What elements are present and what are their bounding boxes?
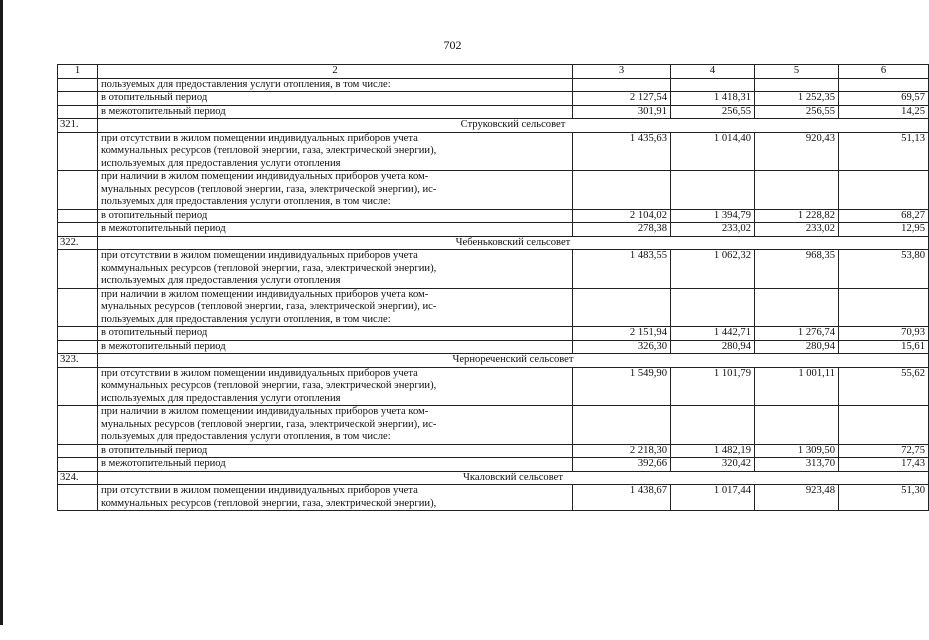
value-col-4 <box>671 288 755 327</box>
row-number <box>58 132 98 171</box>
table-row <box>58 132 929 171</box>
value-col-3 <box>573 171 671 210</box>
row-number <box>58 92 98 106</box>
row-description: при наличии в жилом помещении индивидуальных приборов учета ком- мунальных ресурсов (тепловой энергии, газа, электрической энергии), ис- пользуемых для предоставления услуги отопления, в том числе: <box>98 406 573 445</box>
table-row <box>58 367 929 406</box>
value-col-3: 1 483,55 <box>573 250 671 289</box>
value-col-6 <box>839 288 929 327</box>
row-number: 321. <box>58 119 98 133</box>
value-col-3: 326,30 <box>573 340 671 354</box>
row-description: в отопительный период <box>98 327 573 341</box>
value-col-5: 968,35 <box>755 250 839 289</box>
value-col-5 <box>755 406 839 445</box>
header-col-3: 3 <box>573 65 671 79</box>
value-col-5: 1 252,35 <box>755 92 839 106</box>
section-row <box>58 354 929 368</box>
value-col-5 <box>755 288 839 327</box>
value-col-5: 1 276,74 <box>755 327 839 341</box>
row-description: при наличии в жилом помещении индивидуальных приборов учета ком- мунальных ресурсов (тепловой энергии, газа, электрической энергии), ис- пользуемых для предоставления услуги отопления, в том числе: <box>98 288 573 327</box>
value-col-3: 392,66 <box>573 458 671 472</box>
row-number <box>58 105 98 119</box>
row-number: 323. <box>58 354 98 368</box>
row-description: в отопительный период <box>98 92 573 106</box>
value-col-4: 320,42 <box>671 458 755 472</box>
value-col-4: 1 062,32 <box>671 250 755 289</box>
row-description: в межотопительный период <box>98 340 573 354</box>
row-number <box>58 209 98 223</box>
row-number <box>58 250 98 289</box>
value-col-6: 17,43 <box>839 458 929 472</box>
value-col-6: 51,13 <box>839 132 929 171</box>
header-col-6: 6 <box>839 65 929 79</box>
page-number: 702 <box>443 38 462 52</box>
value-col-4 <box>671 406 755 445</box>
value-col-3 <box>573 288 671 327</box>
value-col-4: 256,55 <box>671 105 755 119</box>
table-row <box>58 250 929 289</box>
value-col-3 <box>573 406 671 445</box>
value-col-6: 15,61 <box>839 340 929 354</box>
row-description: при отсутствии в жилом помещении индивидуальных приборов учета коммунальных ресурсов (тепловой энергии, газа, электрической энергии), используемых для предоставления услуги отопления <box>98 132 573 171</box>
row-description: при отсутствии в жилом помещении индивидуальных приборов учета коммунальных ресурсов (тепловой энергии, газа, электрической энергии), <box>98 485 573 511</box>
value-col-5: 1 001,11 <box>755 367 839 406</box>
value-col-3: 2 218,30 <box>573 444 671 458</box>
value-col-6 <box>839 171 929 210</box>
value-col-3: 1 549,90 <box>573 367 671 406</box>
row-number <box>58 327 98 341</box>
value-col-6: 12,95 <box>839 223 929 237</box>
header-col-5: 5 <box>755 65 839 79</box>
value-col-5 <box>755 78 839 92</box>
row-description: пользуемых для предоставления услуги отопления, в том числе: <box>98 78 573 92</box>
value-col-3: 1 435,63 <box>573 132 671 171</box>
value-col-6: 51,30 <box>839 485 929 511</box>
table-row <box>58 209 929 223</box>
table-row <box>58 458 929 472</box>
row-number <box>58 406 98 445</box>
header-col-1: 1 <box>58 65 98 79</box>
value-col-4: 1 442,71 <box>671 327 755 341</box>
row-number <box>58 458 98 472</box>
value-col-5: 1 228,82 <box>755 209 839 223</box>
value-col-6: 68,27 <box>839 209 929 223</box>
value-col-4 <box>671 171 755 210</box>
row-number <box>58 367 98 406</box>
section-title: Чебеньковский сельсовет <box>98 236 929 250</box>
section-title: Чкаловский сельсовет <box>98 471 929 485</box>
row-number <box>58 78 98 92</box>
row-number <box>58 444 98 458</box>
row-number <box>58 340 98 354</box>
tariff-table <box>57 64 929 511</box>
value-col-4: 1 101,79 <box>671 367 755 406</box>
row-description: в межотопительный период <box>98 458 573 472</box>
header-col-4: 4 <box>671 65 755 79</box>
section-row <box>58 471 929 485</box>
header-col-2: 2 <box>98 65 573 79</box>
value-col-5 <box>755 171 839 210</box>
table-row <box>58 223 929 237</box>
row-description: в межотопительный период <box>98 105 573 119</box>
subheading-row <box>58 406 929 445</box>
value-col-5: 920,43 <box>755 132 839 171</box>
row-number: 322. <box>58 236 98 250</box>
section-row <box>58 236 929 250</box>
table-row <box>58 444 929 458</box>
value-col-4: 1 014,40 <box>671 132 755 171</box>
value-col-4: 1 418,31 <box>671 92 755 106</box>
value-col-6 <box>839 406 929 445</box>
value-col-5: 313,70 <box>755 458 839 472</box>
table-header-row <box>58 65 929 79</box>
value-col-4: 233,02 <box>671 223 755 237</box>
row-description: при отсутствии в жилом помещении индивидуальных приборов учета коммунальных ресурсов (тепловой энергии, газа, электрической энергии), используемых для предоставления услуги отопления <box>98 367 573 406</box>
value-col-4: 1 394,79 <box>671 209 755 223</box>
section-row <box>58 119 929 133</box>
value-col-5: 1 309,50 <box>755 444 839 458</box>
row-description: в отопительный период <box>98 209 573 223</box>
subheading-row <box>58 78 929 92</box>
value-col-3: 2 104,02 <box>573 209 671 223</box>
row-description: при отсутствии в жилом помещении индивидуальных приборов учета коммунальных ресурсов (тепловой энергии, газа, электрической энергии), используемых для предоставления услуги отопления <box>98 250 573 289</box>
section-title: Чернореченский сельсовет <box>98 354 929 368</box>
row-number <box>58 171 98 210</box>
value-col-6: 53,80 <box>839 250 929 289</box>
row-description: в межотопительный период <box>98 223 573 237</box>
value-col-5: 256,55 <box>755 105 839 119</box>
value-col-3 <box>573 78 671 92</box>
scan-edge-bar <box>0 0 3 625</box>
value-col-3: 2 127,54 <box>573 92 671 106</box>
value-col-4: 1 017,44 <box>671 485 755 511</box>
value-col-6 <box>839 78 929 92</box>
value-col-5: 280,94 <box>755 340 839 354</box>
row-description: при наличии в жилом помещении индивидуальных приборов учета ком- мунальных ресурсов (тепловой энергии, газа, электрической энергии), ис- пользуемых для предоставления услуги отопления, в том числе: <box>98 171 573 210</box>
row-number <box>58 485 98 511</box>
value-col-6: 70,93 <box>839 327 929 341</box>
table-row <box>58 92 929 106</box>
value-col-3: 301,91 <box>573 105 671 119</box>
row-description: в отопительный период <box>98 444 573 458</box>
table-row <box>58 327 929 341</box>
subheading-row <box>58 171 929 210</box>
value-col-6: 69,57 <box>839 92 929 106</box>
value-col-6: 14,25 <box>839 105 929 119</box>
subheading-row <box>58 288 929 327</box>
value-col-3: 2 151,94 <box>573 327 671 341</box>
value-col-5: 923,48 <box>755 485 839 511</box>
value-col-6: 72,75 <box>839 444 929 458</box>
table-row <box>58 105 929 119</box>
value-col-5: 233,02 <box>755 223 839 237</box>
section-title: Струковский сельсовет <box>98 119 929 133</box>
value-col-4: 280,94 <box>671 340 755 354</box>
value-col-3: 1 438,67 <box>573 485 671 511</box>
row-number <box>58 223 98 237</box>
value-col-3: 278,38 <box>573 223 671 237</box>
row-number: 324. <box>58 471 98 485</box>
table-row <box>58 485 929 511</box>
value-col-4: 1 482,19 <box>671 444 755 458</box>
value-col-6: 55,62 <box>839 367 929 406</box>
value-col-4 <box>671 78 755 92</box>
row-number <box>58 288 98 327</box>
table-row <box>58 340 929 354</box>
